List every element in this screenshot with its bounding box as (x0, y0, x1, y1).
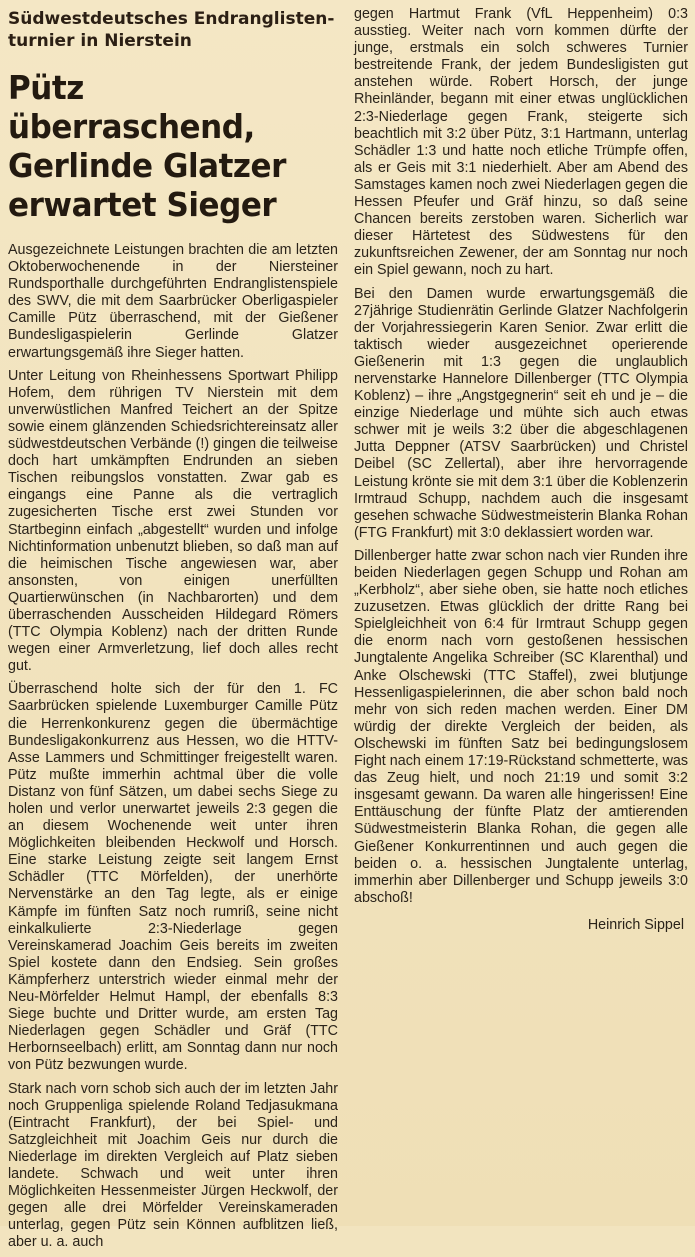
kicker-line-2: turnier in Nierstein (8, 31, 192, 51)
headline (8, 68, 318, 224)
headline-line-3: erwartet Sieger (8, 185, 277, 224)
headline-line-1: Pütz überraschend, (8, 68, 255, 146)
article-paragraph: Stark nach vorn schob sich auch der im letzten Jahr noch Gruppenliga spielende Roland Tedjasukmana (Eintracht Frankfurt), der bei Spiel- und Satzgleichheit mit Joachim Geis nur durch die Niederlage im direkten Vergleich auf Platz sieben landete. Schwach und weit unter ihren Möglichkeiten Hessenmeister Jürgen Heckwolf, der gegen alle drei Mörfelder Vereinskameraden unterlag, gegen Pütz sein Können aufblitzen ließ, aber u. a. auch (8, 1080, 338, 1251)
article-paragraph: Dillenberger hatte zwar schon nach vier Runden ihre beiden Niederlagen gegen Schupp und Rohan am „Kerbholz“, aber siehe oben, sie hatte noch etliches zuzusetzen. Etwas glücklich der dritte Rang bei Spielgleichheit von 6:4 für Irmtraut Schupp gegen die enorm nach vorn gestoßenen hessischen Jungtalente Angelika Schreiber (SC Klarenthal) und Anke Olschewski (TTC Staffel), zwei blutjunge Hessenligaspielerinnen, die aber schon bald noch mehr von sich reden machen werden. Einer DM würdig der direkte Vergleich der beiden, als Olschewski im fünften Satz bei bedingungslosem Fight nach einem 17:19-Rückstand schmetterte, was das Zeug hielt, und noch 21:19 und somit 3:2 insgesamt gewann. Da waren alle hingerissen! Eine Enttäuschung der fünfte Platz der amtierenden Südwestmeisterin Blanka Rohan, die gegen alle Gießener Konkurrentinnen und auch gegen die beiden o. a. hessischen Jungtalente unterlag, immerhin aber Dillenberger und Schupp jeweils 3:0 abschoß! (354, 547, 688, 906)
article-paragraph: Bei den Damen wurde erwartungsgemäß die 27jährige Studienrätin Gerlinde Glatzer Nachfolgerin der Vorjahressiegerin Karen Senior. Zwar erlitt die taktisch wieder ausgezeichnet operierende Gießenerin mit 1:3 gegen die unglaublich nervenstarke Hannelore Dillenberger (TTC Olympia Koblenz) – ihre „Angstgegnerin“ seit eh und je – die einzige Niederlage und mühte sich auch etwas schwer mit je weils 3:2 über die abgeschlagenen Jutta Deppner (ATSV Saarbrücken) und Christel Deibel (SC Zellertal), aber ihre hervorragende Leistung krönte sie mit dem 3:1 über die Koblenzerin Irmtraud Schupp, nachdem auch die insgesamt gesehen schwache Südwestmeisterin Blanka Rohan (FTG Frankfurt) mit 3:0 deklassiert worden war. (354, 285, 688, 541)
kicker (8, 8, 338, 52)
author-byline: Heinrich Sippel (587, 916, 684, 933)
article-paragraph: gegen Hartmut Frank (VfL Heppenheim) 0:3 ausstieg. Weiter nach vorn kommen dürfte der junge, erstmals ein solch schweres Turnier bestreitende Frank, der jedem Bundesligisten gut anstehen würde. Robert Horsch, der junge Rheinländer, begann mit einer etwas unglücklichen 2:3-Niederlage gegen Frank, steigerte sich beachtlich mit 3:2 über Pütz, 3:1 Hartmann, unterlag Schädler 1:3 und hatte noch etliche Trümpfe offen, als er Geis mit 3:1 niederhielt. Aber am Abend des Samstages kamen noch zwei Niederlagen gegen die Hessen Pfeufer und Gräf hinzu, so daß seine Chancen bereits zerstoben waren. Sicherlich war dieser Härtetest des Südwestens für den zukunftsreichen Zewener, der am Sonntag nur noch ein Spiel gewann, noch zu hart. (354, 6, 688, 279)
headline-line-2: Gerlinde Glatzer (8, 146, 286, 185)
right-column (354, 6, 688, 934)
article-paragraph: Überraschend holte sich der für den 1. FC Saarbrücken spielende Luxemburger Camille Pütz die Herrenkonkurenz gegen die übermächtige Bundesligakonkurrenz aus Hessen, wo die HTTV-Asse Lammers und Schmittinger freigestellt waren. Pütz mußte immerhin achtmal über die volle Distanz von fünf Sätzen, um dabei sechs Siege zu holen und verlor unerwartet jeweils 2:3 gegen die an diesem Wochenende weit unter ihren Möglichkeiten bleibenden Heckwolf und Horsch. Eine starke Leistung zeigte seit langem Ernst Schädler (TTC Mörfelden), der unerhörte Nervenstärke an den Tag legte, als er einige Kämpfe im fünften Satz noch rumriß, seine nicht einkalkulierte 2:3-Niederlage gegen Vereinskamerad Joachim Geis bereits im zweiten Spiel kostete dann den Endsieg. Sein großes Kämpferherz unterstrich wieder einmal mehr der Neu-Mörfelder Helmut Hampl, der ebenfalls 8:3 Siege buchte und Dritter wurde, am ersten Tag Niederlagen gegen Schädler und Gräf (TTC Herbornseelbach) erlitt, am Sonntag dann nur noch von Pütz bezwungen wurde. (8, 681, 338, 1074)
article-paragraph: Unter Leitung von Rheinhessens Sportwart Philipp Hofem, dem rührigen TV Nierstein mit dem unverwüstlichen Manfred Teichert an der Spitze sowie einem glänzenden Schiedsrichtereinsatz aller südwestdeutschen Verbände (!) gingen die teilweise doch hart umkämpften Endrunden an sieben Tischen reibungslos vonstatten. Zwar gab es eingangs eine Panne als die vertraglich zugesicherten Tische erst zwei Stunden vor Startbeginn einfach „abgestellt“ wurden und infolge Nichtinformation unbenutzt blieben, so daß man auf die heimischen Tische angewiesen war, aber ansonsten, von einigen unerfüllten Quartierwünschen (in Nachbarorten) und dem überraschenden Ausscheiden Hildegard Römers (TTC Olympia Koblenz) nach der dritten Runde wegen einer Armverletzung, lief doch alles recht gut. (8, 367, 338, 675)
article-paragraph: Ausgezeichnete Leistungen brachten die am letzten Oktoberwochenende in der Niersteiner Rundsporthalle durchgeführten Endranglistenspiele des SWV, die mit dem Saarbrücker Oberligaspieler Camille Pütz überraschend, mit der Gießener Bundesligaspielerin Gerlinde Glatzer erwartungsgemäß ihre Sieger hatten. (8, 242, 338, 361)
left-column (8, 6, 338, 1257)
kicker-line-1: Südwestdeutsches Endranglisten- (8, 9, 335, 29)
